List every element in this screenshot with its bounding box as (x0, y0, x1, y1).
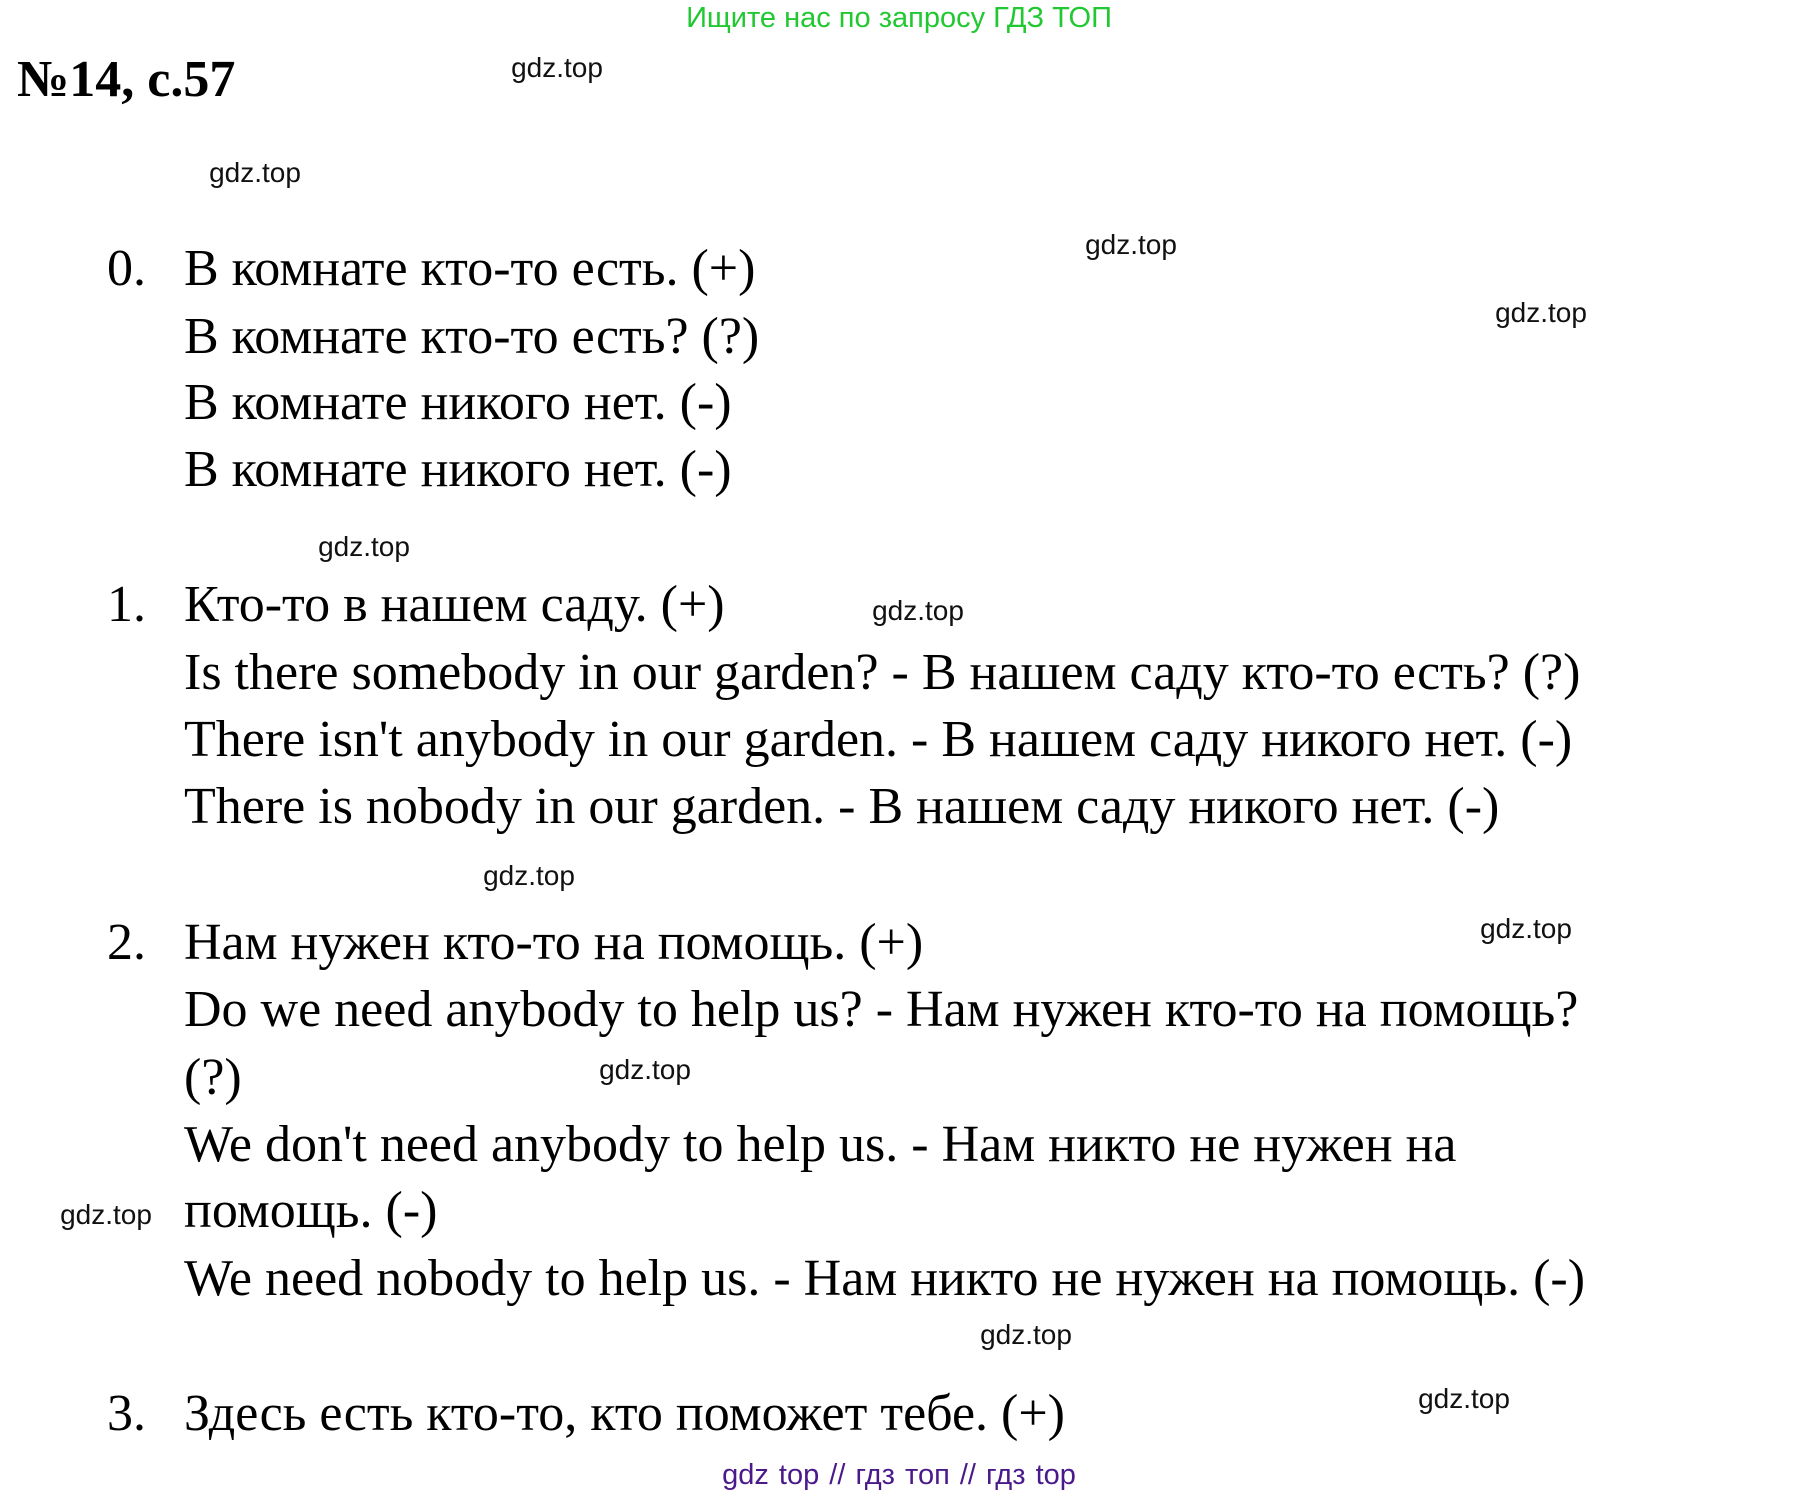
item-number: 3. (107, 1385, 146, 1442)
answer-line: There isn't anybody in our garden. - В нашем саду никого нет. (-) (184, 711, 1573, 768)
search-banner: Ищите нас по запросу ГДЗ ТОП (686, 2, 1112, 34)
item-number: 0. (107, 240, 146, 297)
answer-line: Is there somebody in our garden? - В нашем саду кто-то есть? (?) (184, 644, 1581, 701)
page-title: №14, с.57 (17, 51, 236, 108)
watermark: gdz.top (511, 52, 603, 83)
answer-line: Кто-то в нашем саду. (+) (184, 576, 725, 633)
footer-watermark: gdz top // гдз топ // гдз top (722, 1459, 1076, 1491)
answer-line: There is nobody in our garden. - В нашем саду никого нет. (-) (184, 778, 1500, 835)
item-number: 1. (107, 576, 146, 633)
item-number: 2. (107, 914, 146, 971)
answer-line: We don't need anybody to help us. - Нам никто не нужен на (184, 1116, 1457, 1173)
answer-line: Нам нужен кто-то на помощь. (+) (184, 914, 924, 971)
watermark: gdz.top (483, 860, 575, 891)
watermark: gdz.top (318, 531, 410, 562)
answer-line: (?) (184, 1049, 242, 1106)
watermark: gdz.top (1418, 1383, 1510, 1414)
watermark: gdz.top (599, 1054, 691, 1085)
watermark: gdz.top (980, 1319, 1072, 1350)
answer-line: помощь. (-) (184, 1182, 438, 1239)
answer-line: Здесь есть кто-то, кто поможет тебе. (+) (184, 1385, 1065, 1442)
answer-line: Do we need anybody to help us? - Нам нужен кто-то на помощь? (184, 981, 1579, 1038)
answer-line: В комнате кто-то есть. (+) (184, 240, 756, 297)
watermark: gdz.top (209, 157, 301, 188)
watermark: gdz.top (1495, 297, 1587, 328)
answer-line: В комнате никого нет. (-) (184, 441, 732, 498)
watermark: gdz.top (60, 1199, 152, 1230)
answer-line: We need nobody to help us. - Нам никто не нужен на помощь. (-) (184, 1250, 1586, 1307)
watermark: gdz.top (1085, 229, 1177, 260)
watermark: gdz.top (872, 595, 964, 626)
answer-line: В комнате кто-то есть? (?) (184, 308, 760, 365)
answer-line: В комнате никого нет. (-) (184, 374, 732, 431)
watermark: gdz.top (1480, 913, 1572, 944)
